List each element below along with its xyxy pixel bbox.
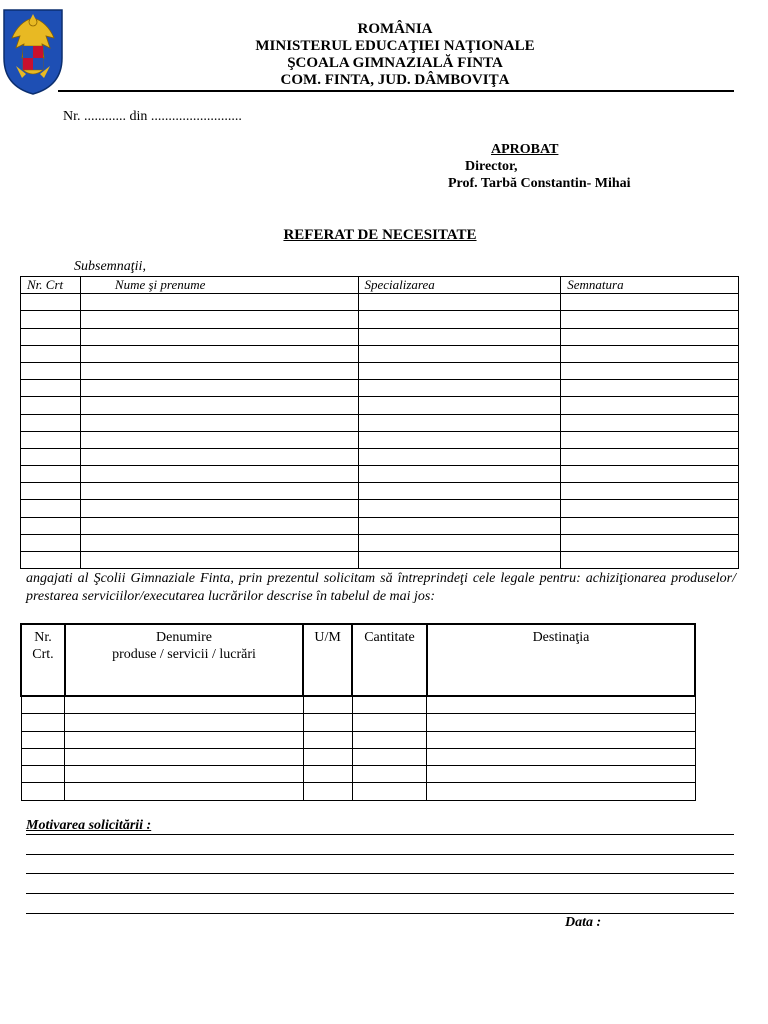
products-table-cell[interactable] bbox=[65, 748, 303, 765]
date-label: Data : bbox=[565, 915, 602, 930]
staff-table-cell[interactable] bbox=[358, 534, 561, 551]
staff-table-cell[interactable] bbox=[21, 448, 81, 465]
staff-table-cell[interactable] bbox=[21, 466, 81, 483]
products-table-cell[interactable] bbox=[21, 766, 65, 783]
staff-table-cell[interactable] bbox=[21, 328, 81, 345]
products-table-row bbox=[21, 714, 695, 731]
products-table-cell[interactable] bbox=[352, 714, 427, 731]
staff-table-row bbox=[21, 448, 739, 465]
products-table-cell[interactable] bbox=[352, 696, 427, 714]
staff-table-cell[interactable] bbox=[80, 448, 358, 465]
staff-table-row bbox=[21, 483, 739, 500]
staff-table-cell[interactable] bbox=[358, 380, 561, 397]
staff-table-cell[interactable] bbox=[80, 517, 358, 534]
products-table-row bbox=[21, 696, 695, 714]
staff-table-header bbox=[21, 277, 739, 294]
products-table-cell[interactable] bbox=[21, 783, 65, 800]
products-table-cell[interactable] bbox=[352, 783, 427, 800]
undersigned-label: Subsemnaţii, bbox=[74, 259, 146, 274]
staff-table-cell[interactable] bbox=[358, 483, 561, 500]
products-table-cell[interactable] bbox=[65, 783, 303, 800]
staff-table-row bbox=[21, 414, 739, 431]
products-header-destination: Destinaţia bbox=[427, 624, 695, 696]
staff-table-cell[interactable] bbox=[358, 328, 561, 345]
products-table-cell[interactable] bbox=[352, 731, 427, 748]
staff-table-cell[interactable] bbox=[561, 517, 739, 534]
staff-table-cell[interactable] bbox=[358, 552, 561, 569]
staff-table-cell[interactable] bbox=[21, 431, 81, 448]
staff-table-row bbox=[21, 517, 739, 534]
staff-table bbox=[20, 276, 739, 569]
staff-table-cell[interactable] bbox=[358, 311, 561, 328]
staff-table-cell[interactable] bbox=[561, 500, 739, 517]
products-table-cell[interactable] bbox=[21, 748, 65, 765]
products-table-cell[interactable] bbox=[65, 766, 303, 783]
staff-table-cell[interactable] bbox=[358, 448, 561, 465]
staff-table-cell[interactable] bbox=[358, 500, 561, 517]
approval-role: Director, bbox=[465, 159, 518, 174]
products-header-nr bbox=[21, 624, 65, 696]
staff-table-row bbox=[21, 534, 739, 551]
products-table-cell[interactable] bbox=[21, 731, 65, 748]
products-header-name-line2: produse / servicii / lucrări bbox=[112, 647, 256, 662]
products-header-nr-line2: Crt. bbox=[32, 647, 54, 662]
products-table-header bbox=[21, 624, 695, 696]
staff-table-cell[interactable] bbox=[561, 345, 739, 362]
header-divider bbox=[58, 90, 734, 92]
products-table-cell[interactable] bbox=[65, 731, 303, 748]
products-table-row bbox=[21, 731, 695, 748]
staff-table-cell[interactable] bbox=[21, 345, 81, 362]
products-table-row bbox=[21, 783, 695, 800]
staff-table-cell[interactable] bbox=[21, 517, 81, 534]
staff-table-cell[interactable] bbox=[358, 414, 561, 431]
products-header-quantity: Cantitate bbox=[352, 624, 427, 696]
staff-header-name: Nume şi prenume bbox=[80, 277, 358, 294]
staff-table-row bbox=[21, 500, 739, 517]
products-table-cell[interactable] bbox=[427, 783, 695, 800]
products-table-cell[interactable] bbox=[427, 714, 695, 731]
motivation-label: Motivarea solicitării : bbox=[26, 818, 152, 833]
products-table-cell[interactable] bbox=[352, 766, 427, 783]
staff-table-row bbox=[21, 397, 739, 414]
header-ministry: MINISTERUL EDUCAŢIEI NAŢIONALE bbox=[255, 38, 535, 54]
staff-table-cell[interactable] bbox=[561, 380, 739, 397]
products-table-cell[interactable] bbox=[65, 696, 303, 714]
products-table-cell[interactable] bbox=[303, 714, 352, 731]
products-table-cell[interactable] bbox=[303, 748, 352, 765]
staff-table-cell[interactable] bbox=[80, 380, 358, 397]
approval-label: APROBAT bbox=[491, 142, 559, 157]
staff-table-cell[interactable] bbox=[21, 552, 81, 569]
document-title: REFERAT DE NECESITATE bbox=[283, 227, 477, 243]
staff-table-cell[interactable] bbox=[561, 311, 739, 328]
products-table-cell[interactable] bbox=[427, 731, 695, 748]
products-header-name-line1: Denumire bbox=[156, 630, 212, 645]
staff-table-row bbox=[21, 552, 739, 569]
products-table-cell[interactable] bbox=[303, 696, 352, 714]
staff-table-cell[interactable] bbox=[561, 414, 739, 431]
staff-table-cell[interactable] bbox=[358, 294, 561, 311]
staff-table-cell[interactable] bbox=[80, 534, 358, 551]
staff-table-cell[interactable] bbox=[80, 328, 358, 345]
staff-table-cell[interactable] bbox=[561, 483, 739, 500]
staff-table-cell[interactable] bbox=[21, 311, 81, 328]
products-header-nr-line1: Nr. bbox=[34, 630, 52, 645]
staff-table-cell[interactable] bbox=[358, 397, 561, 414]
staff-table-cell[interactable] bbox=[561, 362, 739, 379]
products-header-unit: U/M bbox=[303, 624, 352, 696]
products-table-cell[interactable] bbox=[303, 766, 352, 783]
staff-table-cell[interactable] bbox=[561, 552, 739, 569]
products-table-cell[interactable] bbox=[352, 748, 427, 765]
products-table-cell[interactable] bbox=[303, 731, 352, 748]
staff-table-cell[interactable] bbox=[358, 431, 561, 448]
motivation-line bbox=[26, 854, 734, 855]
staff-table-cell[interactable] bbox=[561, 328, 739, 345]
staff-table-cell[interactable] bbox=[21, 397, 81, 414]
staff-table-cell[interactable] bbox=[80, 294, 358, 311]
header-school: ŞCOALA GIMNAZIALĂ FINTA bbox=[287, 55, 503, 71]
motivation-line bbox=[26, 834, 734, 835]
registration-number: Nr. ............ din .......................... bbox=[63, 109, 242, 124]
staff-table-cell[interactable] bbox=[21, 380, 81, 397]
staff-table-cell[interactable] bbox=[358, 466, 561, 483]
staff-header-signature: Semnatura bbox=[561, 277, 739, 294]
products-table-cell[interactable] bbox=[21, 696, 65, 714]
staff-table-cell[interactable] bbox=[80, 414, 358, 431]
staff-header-specialization: Specializarea bbox=[358, 277, 561, 294]
staff-table-cell[interactable] bbox=[358, 362, 561, 379]
staff-table-cell[interactable] bbox=[561, 534, 739, 551]
products-table-cell[interactable] bbox=[427, 696, 695, 714]
motivation-line bbox=[26, 913, 734, 914]
motivation-line bbox=[26, 873, 734, 874]
staff-table-cell[interactable] bbox=[561, 466, 739, 483]
staff-table-cell[interactable] bbox=[561, 431, 739, 448]
staff-table-cell[interactable] bbox=[561, 294, 739, 311]
staff-table-cell[interactable] bbox=[80, 431, 358, 448]
products-header-name bbox=[65, 624, 303, 696]
staff-table-cell[interactable] bbox=[561, 397, 739, 414]
staff-table-row bbox=[21, 466, 739, 483]
staff-table-cell[interactable] bbox=[80, 311, 358, 328]
staff-table-cell[interactable] bbox=[80, 483, 358, 500]
staff-header-nr: Nr. Crt bbox=[21, 277, 81, 294]
staff-table-cell[interactable] bbox=[80, 362, 358, 379]
staff-table-cell[interactable] bbox=[80, 500, 358, 517]
staff-table-cell[interactable] bbox=[21, 534, 81, 551]
staff-table-cell[interactable] bbox=[21, 362, 81, 379]
staff-table-cell[interactable] bbox=[21, 294, 81, 311]
products-table-cell[interactable] bbox=[65, 714, 303, 731]
motivation-line bbox=[26, 893, 734, 894]
approval-name: Prof. Tarbă Constantin- Mihai bbox=[448, 176, 631, 191]
staff-table-row bbox=[21, 362, 739, 379]
products-table-cell[interactable] bbox=[427, 766, 695, 783]
products-table-cell[interactable] bbox=[303, 783, 352, 800]
products-table bbox=[20, 623, 696, 801]
staff-table-cell[interactable] bbox=[21, 483, 81, 500]
products-table-cell[interactable] bbox=[427, 748, 695, 765]
staff-table-row bbox=[21, 294, 739, 311]
staff-table-row bbox=[21, 431, 739, 448]
products-table-row bbox=[21, 766, 695, 783]
staff-table-cell[interactable] bbox=[358, 517, 561, 534]
staff-table-cell[interactable] bbox=[21, 500, 81, 517]
staff-table-row bbox=[21, 328, 739, 345]
staff-table-cell[interactable] bbox=[80, 466, 358, 483]
staff-table-cell[interactable] bbox=[561, 448, 739, 465]
staff-table-row bbox=[21, 380, 739, 397]
staff-table-row bbox=[21, 311, 739, 328]
staff-table-cell[interactable] bbox=[80, 397, 358, 414]
staff-table-row bbox=[21, 345, 739, 362]
products-table-row bbox=[21, 748, 695, 765]
products-table-cell[interactable] bbox=[21, 714, 65, 731]
header-country: ROMÂNIA bbox=[357, 21, 433, 37]
staff-table-cell[interactable] bbox=[21, 414, 81, 431]
staff-table-cell[interactable] bbox=[80, 552, 358, 569]
request-text: angajati al Şcolii Gimnaziale Finta, prin prezentul solicitam să întreprindeţi cele legale pentru: achiziţionarea produselor/ prestarea serviciilor/executarea lucrărilor descrise în tabelul de mai jos: bbox=[26, 571, 736, 604]
header-address: COM. FINTA, JUD. DÂMBOVIŢA bbox=[280, 72, 510, 88]
staff-table-cell[interactable] bbox=[358, 345, 561, 362]
staff-table-cell[interactable] bbox=[80, 345, 358, 362]
